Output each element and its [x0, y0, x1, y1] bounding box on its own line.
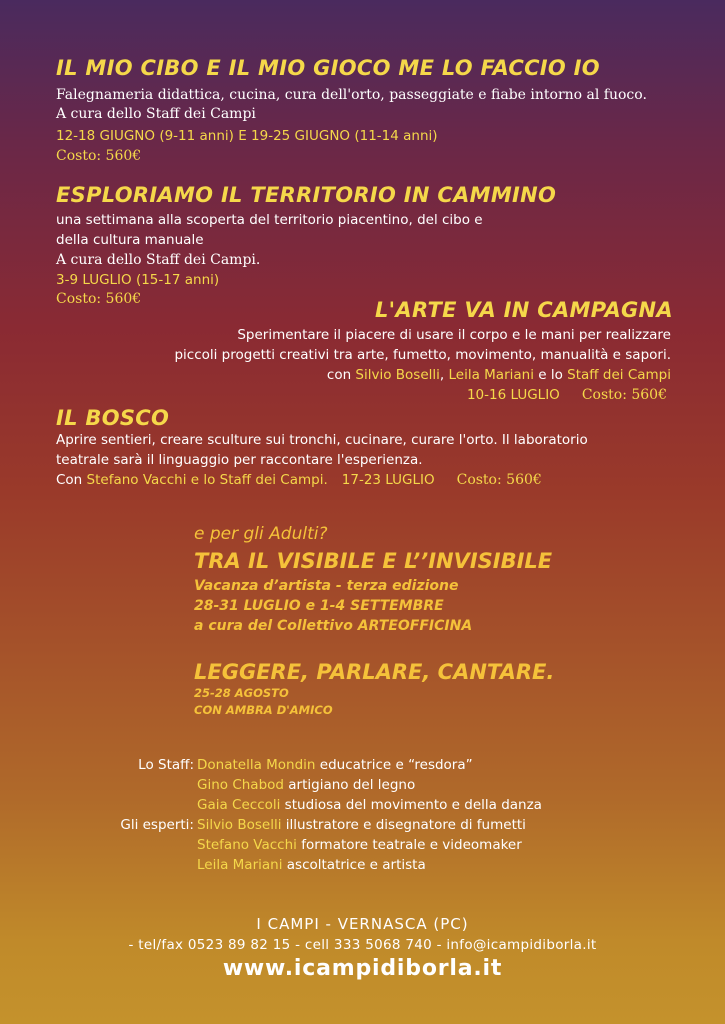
section-title-bosco: IL BOSCO: [56, 406, 170, 430]
adults-instructor: CON AMBRA D'AMICO: [194, 703, 333, 717]
person-name: Stefano Vacchi: [197, 837, 297, 853]
person-role: formatore teatrale e videomaker: [296, 837, 522, 853]
footer-website-link[interactable]: www.icampidiborla.it: [222, 956, 503, 981]
section-cost: Costo: 560€: [56, 148, 142, 164]
adults-title-leggere: LEGGERE, PARLARE, CANTARE.: [194, 660, 555, 684]
instructor-name: Silvio Boselli: [355, 367, 440, 383]
staff-label: Lo Staff:: [138, 757, 194, 773]
with-prefix: Con: [56, 472, 87, 488]
footer-contacts: - tel/fax 0523 89 82 15 - cell 333 5068 740 - info@icampidiborla.it: [128, 937, 597, 953]
staff-member: [197, 757, 473, 773]
adults-title-visibile: TRA IL VISIBILE E L’’INVISIBILE: [194, 549, 553, 573]
section-dates: 12-18 GIUGNO (9-11 anni) E 19-25 GIUGNO (11-14 anni): [56, 128, 438, 144]
instructor-name: Leila Mariani: [448, 367, 534, 383]
section-cost: Costo: 560€: [56, 291, 142, 307]
section-dates: 17-23 LUGLIO: [341, 472, 435, 488]
instructor-names: Stefano Vacchi e lo Staff dei Campi.: [86, 472, 328, 488]
staff-member: [197, 777, 415, 793]
adults-organizer: a cura del Collettivo ARTEOFFICINA: [194, 618, 473, 634]
section-dates-cost: [467, 387, 667, 403]
adults-dates: 25-28 AGOSTO: [194, 686, 289, 700]
person-role: illustratore e disegnatore di fumetti: [281, 817, 526, 833]
with-prefix: con: [326, 367, 356, 383]
separator: e lo: [533, 367, 568, 383]
person-name: Gino Chabod: [197, 777, 284, 793]
instructor-name: Staff dei Campi: [567, 367, 671, 383]
expert-member: [197, 857, 426, 873]
section-staff-line: A cura dello Staff dei Campi: [56, 106, 256, 122]
section-description-2: piccoli progetti creativi tra arte, fumetto, movimento, manualità e sapori.: [174, 347, 671, 363]
section-description: Aprire sentieri, creare sculture sui tronchi, cucinare, curare l'orto. Il laboratorio: [56, 432, 588, 448]
section-title-arte-campagna: L'ARTE VA IN CAMPAGNA: [374, 298, 673, 322]
section-title-territorio: ESPLORIAMO IL TERRITORIO IN CAMMINO: [56, 183, 557, 207]
section-description-2: teatrale sarà il linguaggio per raccontare l'esperienza.: [56, 452, 423, 468]
person-name: Gaia Ceccoli: [197, 797, 281, 813]
person-name: Leila Mariani: [197, 857, 283, 873]
section-dates: 3-9 LUGLIO (15-17 anni): [56, 272, 220, 288]
section-dates: 10-16 LUGLIO: [466, 387, 560, 403]
footer-place: I CAMPI - VERNASCA (PC): [256, 915, 469, 933]
person-role: studiosa del movimento e della danza: [280, 797, 542, 813]
person-role: educatrice e “resdora”: [315, 757, 473, 773]
section-cost: Costo: 560€: [456, 472, 542, 488]
section-description-2: della cultura manuale: [56, 232, 204, 248]
adults-subtitle: Vacanza d’artista - terza edizione: [194, 578, 459, 594]
person-name: Donatella Mondin: [197, 757, 316, 773]
person-role: artigiano del legno: [283, 777, 416, 793]
expert-member: [197, 837, 522, 853]
staff-member: [197, 797, 542, 813]
person-name: Silvio Boselli: [197, 817, 282, 833]
section-staff-line: A cura dello Staff dei Campi.: [56, 252, 261, 268]
adults-dates: 28-31 LUGLIO e 1-4 SETTEMBRE: [194, 598, 444, 614]
section-cost: Costo: 560€: [581, 387, 667, 403]
section-description: una settimana alla scoperta del territorio piacentino, del cibo e: [56, 212, 483, 228]
separator: ,: [439, 367, 449, 383]
section-instructors: [56, 472, 542, 488]
section-instructors: [327, 367, 671, 383]
section-description: Falegnameria didattica, cucina, cura dell'orto, passeggiate e fiabe intorno al fuoco.: [56, 87, 647, 103]
adults-question: e per gli Adulti?: [194, 524, 328, 544]
person-role: ascoltatrice e artista: [282, 857, 426, 873]
experts-label: Gli esperti:: [120, 817, 194, 833]
expert-member: [197, 817, 526, 833]
section-description: Sperimentare il piacere di usare il corpo e le mani per realizzare: [237, 327, 671, 343]
section-title-cibo-gioco: IL MIO CIBO E IL MIO GIOCO ME LO FACCIO IO: [56, 56, 600, 80]
